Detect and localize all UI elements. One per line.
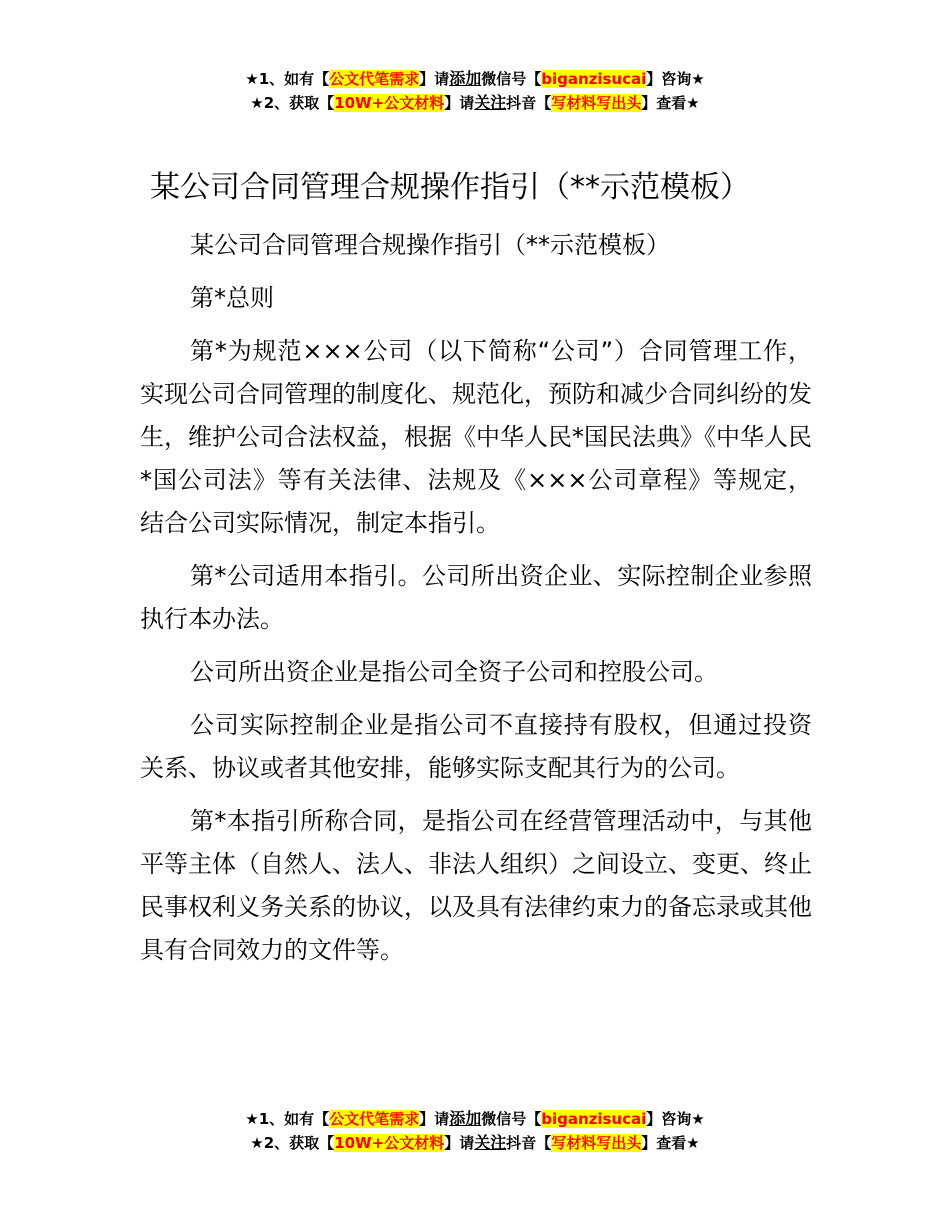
paragraph-scope: 第*公司适用本指引。公司所出资企业、实际控制企业参照执行本办法。	[140, 562, 812, 633]
promo-line-2: ★2、获取【10W+公文材料】请关注抖音【写材料写出头】查看★	[250, 93, 700, 112]
paragraph-contract-definition: 第*本指引所称合同，是指公司在经营管理活动中，与其他平等主体（自然人、法人、非法人组织）之间设立、变更、终止民事权利义务关系的协议，以及具有法律约束力的备忘录或其他具有合同效力的文件等。	[140, 807, 812, 964]
document-body	[140, 224, 812, 982]
promo-line-2: ★2、获取【10W+公文材料】请关注抖音【写材料写出头】查看★	[250, 1133, 700, 1152]
wechat-id: biganzisucai	[541, 70, 647, 88]
promo-highlight: 10W+公文材料	[334, 1134, 445, 1152]
promo-highlight: 10W+公文材料	[334, 94, 445, 112]
promo-line-1: ★1、如有【公文代笔需求】请添加微信号【biganzisucai】咨询★	[245, 1109, 705, 1128]
wechat-id: biganzisucai	[541, 1110, 647, 1128]
paragraph-section-heading: 第*总则	[190, 284, 274, 312]
promo-highlight: 公文代笔需求	[329, 1110, 420, 1128]
paragraph-purpose: 第*为规范×××公司（以下简称“公司”）合同管理工作，实现公司合同管理的制度化、规范化，预防和减少合同纠纷的发生，维护公司合法权益，根据《中华人民*国民法典》《中华人民*国公司法》等有关法律、法规及《×××公司章程》等规定，结合公司实际情况，制定本指引。	[140, 337, 812, 537]
douyin-name: 写材料写出头	[551, 94, 642, 112]
paragraph-controlled-enterprises: 公司实际控制企业是指公司不直接持有股权，但通过投资关系、协议或者其他安排，能够实际支配其行为的公司。	[140, 711, 812, 782]
promo-footer	[0, 1107, 950, 1155]
promo-highlight: 公文代笔需求	[329, 70, 420, 88]
paragraph-subtitle: 某公司合同管理合规操作指引（**示范模板）	[190, 231, 670, 259]
document-title: 某公司合同管理合规操作指引（**示范模板）	[150, 170, 750, 205]
paragraph-invested-enterprises: 公司所出资企业是指公司全资子公司和控股公司。	[190, 658, 718, 686]
promo-header	[0, 67, 950, 115]
douyin-name: 写材料写出头	[551, 1134, 642, 1152]
promo-line-1: ★1、如有【公文代笔需求】请添加微信号【biganzisucai】咨询★	[245, 69, 705, 88]
